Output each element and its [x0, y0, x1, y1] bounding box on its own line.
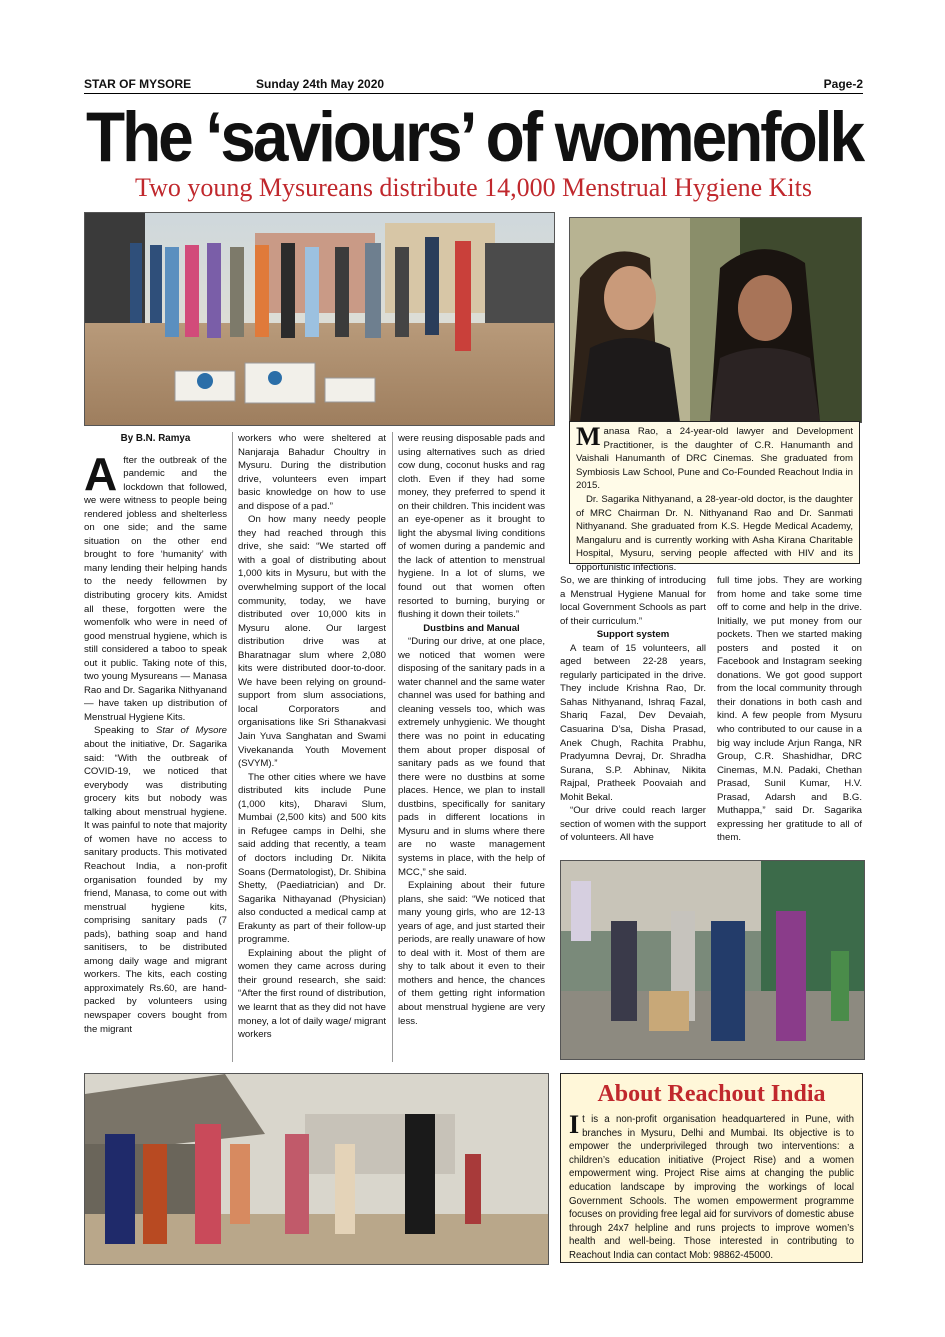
- kit-distribution-photo: [560, 860, 865, 1060]
- col1-para-2a: Speaking to: [94, 725, 156, 737]
- col4-para-2: A team of 15 volunteers, all aged between 22-28 years, regularly participated in the drive. They include Krishna Rao, Dr. Sahas Nithyanand, Ishraq Fazal, Shariq Fazal, Dev Devaiah, Casuarina D’sa, Disha Prasad, Anek Chugh, Rachita Prabhu, Pradyumna Devraj, Dr. Shradha Surana, S.P. Abhinav, Nikita Rajpal, Pratheek Poovaiah and Mohit Bekal.: [560, 642, 706, 803]
- col2-para-4: Explaining about the plight of women they came across during their ground research, she said: “After the first round of distribution, we learnt that as they did not have money, a lot of daily wage/ migrant workers: [238, 947, 386, 1041]
- masthead-rule: [84, 93, 863, 94]
- byline: By B.N. Ramya: [120, 433, 191, 444]
- paper-name: STAR OF MYSORE: [84, 77, 192, 91]
- subheading-dustbins: Dustbins and Manual: [423, 622, 520, 634]
- article-col-2: [238, 432, 386, 1042]
- article-col-4: [560, 574, 706, 845]
- article-col-3: [398, 432, 545, 1028]
- caption-dropcap: M: [576, 422, 601, 451]
- about-reachout-box: [560, 1073, 863, 1263]
- col4-para-3: “Our drive could reach larger section of women with the support of volunteers. All have: [560, 805, 706, 844]
- col1-para-2b: about the initiative, Dr. Sagarika said: “With the outbreak of COVID-19, we noticed that everybody was distributing grocery kits but nobody was talking about menstrual hygiene. It was painful to note that majority of women have no access to sanitary products. This motivated Reachout India, a non-profit organisation founded by my friend, Manasa, to come out with menstrual hygiene kits, comprising sanitary pads (7 pads), bathing soap and hand sanitisers, to be distributed among daily wage and migrant workers. The kits, each costing approximately Rs.60, are hand-packed by volunteers using newspaper covers bought from the migrant: [84, 739, 227, 1035]
- headline: The ‘saviours’ of womenfolk: [85, 97, 863, 177]
- slum-women-photo: [84, 1073, 549, 1265]
- article-dropcap: A: [84, 447, 118, 500]
- col2-para-1: workers who were sheltered at Nanjaraja Bahadur Choultry in Mysuru. During the distribution drive, volunteers even impart basic knowledge on how to use and dispose of a pad.”: [238, 433, 386, 512]
- article-col-5: [717, 574, 862, 845]
- caption-para-1: anasa Rao, a 24-year-old lawyer and Development Practitioner, is the daughter of C.R. Hanumanth and Vaishali Hanumanth of DRC Cinemas. She graduated from Symbiosis Law School, Pune and Co-Founded Reachout India in 2015.: [576, 426, 853, 492]
- subheadline: Two young Mysureans distribute 14,000 Menstrual Hygiene Kits: [135, 173, 812, 202]
- col5-para-1: full time jobs. They are working from home and take some time off to come and help in the drive. Initially, we put money from our pockets. Then we started making posters and posted it on Facebook and Instagram seeking donations. We got good support from the local community through their donations in both cash and kind. A few people from Mysuru who contributed to our cause in a big way include Arjun Ranga, NR Group, C.R. Shashidhar, DRC Cinemas, M.N. Padaki, Chethan Prasad, Sunil Kumar, H.V. Prasad, Adarsh and B.G. Muthappa,” said Dr. Sagarika expressing her gratitude to all of them.: [717, 575, 862, 844]
- col4-para-1: So, we are thinking of introducing a Menstrual Hygiene Manual for local Government Schools as part of their curriculum.”: [560, 575, 706, 627]
- col1-para-2: [84, 724, 227, 1036]
- col2-para-3: The other cities where we have distributed kits include Pune (1,000 kits), Dharavi Slum, Mumbai (2,500 kits) and 500 kits in Refugee camps in Delhi, she said adding that recently, a team of doctors including Dr. Nikita Soans (Dermatologist), Dr. Shibina Shetty, (Paediatrician) and Dr. Sagarika Nithayanad (Physician) also conducted a medical camp at Erakunty as part of their follow-up programme.: [238, 771, 386, 946]
- about-title: About Reachout India: [597, 1081, 826, 1107]
- issue-date: Sunday 24th May 2020: [256, 77, 385, 91]
- col3-para-2: “During our drive, at one place, we noticed that women were disposing of the sanitary pads in a water channel and the same water channel was used for bathing and cleaning vessels too, which was extremely unhygienic. We thought there was no point in educating them about proper disposal of sanitary pads as we found that there were no dustbins at some places. Hence, we plan to install dustbins, specifically for sanitary pads in different locations in Mysuru and in slums where there are no waste management systems in place, with the help of MCC,” she said.: [398, 636, 545, 878]
- article-col-1: [84, 432, 227, 1036]
- col3-para-1: were reusing disposable pads and using alternatives such as dried cow dung, coconut husks and rag cloth. Even if they had some money, they preferred to spend it on their children. This incident was an eye-opener as it brought to light the abysmal living conditions of women during a pandemic and the lack of attention to menstrual hygiene. In a lot of slums, we found out that women often resorted to burning, burying or flushing it down their toilets.”: [398, 433, 546, 621]
- col3-para-3: Explaining about their future plans, she said: “We noticed that many young girls, who are 12-13 years of age, and just started their periods, are really unaware of how to deal with it. Most of them are shy to talk about it even to their mothers and hence, the chances of them getting right information about menstrual hygiene are very less.: [398, 880, 545, 1027]
- about-body: t is a non-profit organisation headquartered in Pune, with branches in Mysuru, Delhi and Mumbai. Its objective is to empower the underprivileged through two interventions: a children’s education initiative (Project Rise) and a women empowerment wing. Project Rise aims at changing the public education landscape by improving the workings of local Government Schools. The women empowerment programme focuses on providing free legal aid for survivors of domestic abuse through 24x7 helpline and runs projects to improve women’s health and well-being. Those interested in contributing to Reachout India can contact Mob: 98862-45000.: [569, 1114, 854, 1261]
- volunteers-group-photo: [84, 212, 555, 426]
- about-dropcap: I: [569, 1110, 580, 1139]
- founders-caption: [569, 421, 860, 573]
- masthead: [84, 77, 863, 93]
- caption-para-2: Dr. Sagarika Nithyanand, a 28-year-old doctor, is the daughter of MRC Chairman Dr. N. Nithyanand Rao and Dr. Sanmati Nithyanand. She graduated from K.S. Hegde Medical Academy, Mangaluru and is currently working with Asha Kirana Charitable Hospital, Mysuru, serving people affected with HIV and its opportunistic infections.: [576, 493, 853, 573]
- page-number: Page-2: [823, 77, 863, 91]
- column-divider: [232, 432, 233, 1062]
- subheading-support: Support system: [596, 629, 670, 641]
- publication-name: Star of Mysore: [155, 725, 227, 737]
- founders-portrait-photo: [569, 217, 862, 423]
- col1-para-1: fter the outbreak of the pandemic and the lockdown that followed, we were witness to people being rendered jobless and shelterless on one side; and the same situation on the other end brought to fore ‘humanity’ with many lending their helping hands to the needy fellowmen by distributing grocery kits. Amidst all these, forgotten were the womenfolk who were in need of good menstrual hygiene, which is still considered a taboo to speak out it public. Taking note of this, two young Mysureans — Manasa Rao and Dr. Sagarika Nithyanand — have taken up distribution of Menstrual Hygiene Kits.: [84, 454, 227, 723]
- col2-para-2: On how many needy people they had reached through this drive, she said: “We started off with a goal of distributing about 1,000 kits in Mysuru, but with the overwhelming support of the local community, today, we have distributed over 10,000 kits in Mysuru alone. Our largest distribution drive was at Bharatnagar slum where 2,080 kits were distributed door-to-door. We have been relying on ground-support from slum associations, local Corporators and organisations like Sri Sthanakvasi Jain Yuva Sanghatan and Swami Vivekananda Youth Movement (SVYM).”: [238, 514, 386, 770]
- column-divider: [392, 432, 393, 1062]
